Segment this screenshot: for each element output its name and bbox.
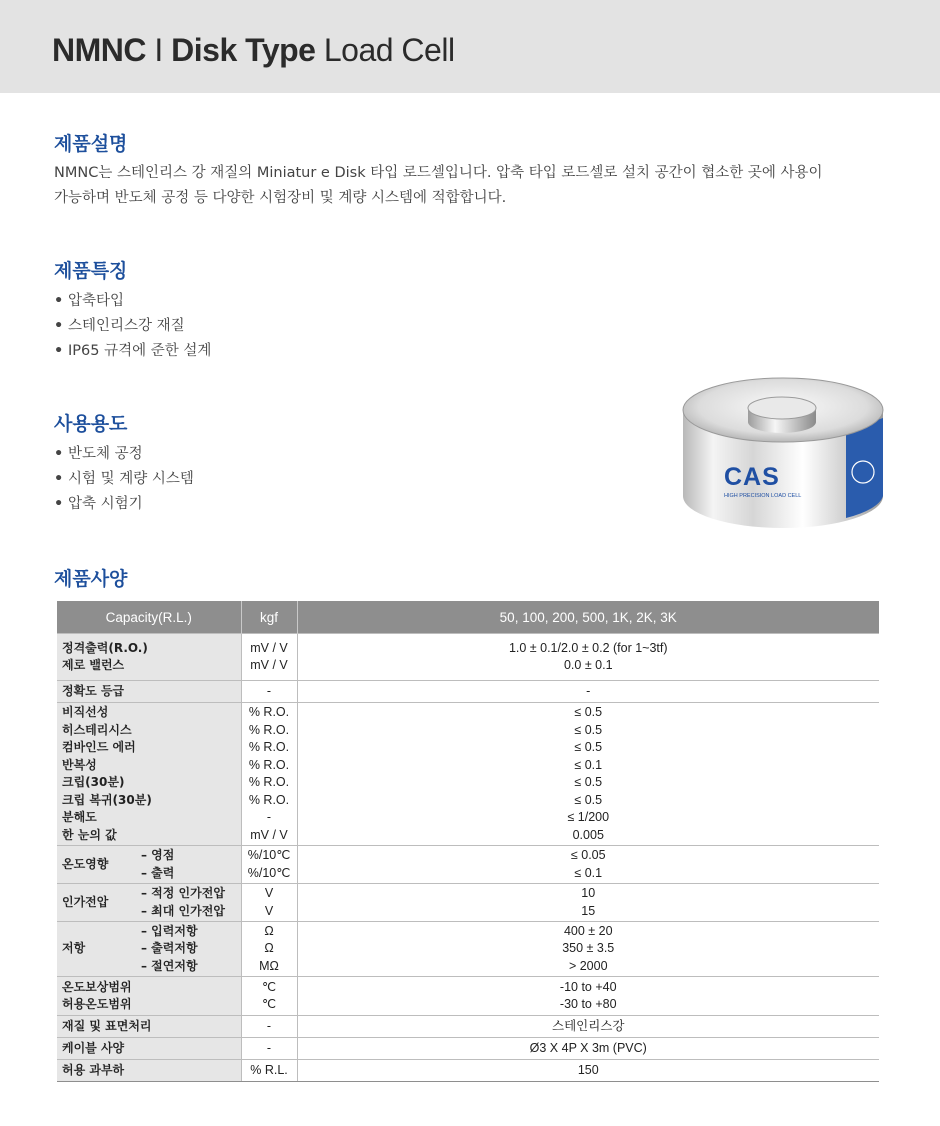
spec-table [57, 601, 879, 1082]
page-title [52, 31, 455, 69]
spec-header-row [57, 601, 879, 634]
usage-item: • 시험 및 계량 시스템 [54, 471, 194, 487]
table-row: 정확도 등급 - - [57, 681, 879, 703]
product-tagline: HIGH PRECISION LOAD CELL [724, 493, 802, 499]
table-row: 온도보상범위 허용온도범위 ℃ ℃ -10 to +40 -30 to +80 [57, 977, 879, 1016]
table-row: 저항 – 입력저항 – 출력저항 – 절연저항 Ω Ω MΩ 400 ± 20 350 ± 3.5 > 2000 [57, 922, 879, 977]
col-values: 50, 100, 200, 500, 1K, 2K, 3K [297, 601, 879, 634]
page-header [0, 0, 940, 93]
table-row: 허용 과부하 % R.L. 150 [57, 1060, 879, 1082]
table-row: 비직선성 히스테리시스 컴바인드 에러 반복성 크립(30분) 크립 복귀(30분) 분해도 한 눈의 값 % R.O. % R.O. % R.O. % R.O. % R.O. % R.O. - mV / V ≤ 0.5 ≤ 0.5 ≤ 0.5 ≤ 0.1 ≤ 0.5 ≤ 0.5 ≤ 1/200 0.005 [57, 703, 879, 846]
table-row: 온도영향 – 영점 – 출력 %/10℃ %/10℃ ≤ 0.05 ≤ 0.1 [57, 846, 879, 884]
product-brand: CAS [724, 463, 780, 491]
title-model: NMNC [52, 32, 146, 68]
features-heading: 제품특징 [54, 260, 128, 282]
col-unit: kgf [241, 601, 297, 634]
specs-heading: 제품사양 [54, 568, 128, 590]
usage-item: • 반도체 공정 [54, 446, 143, 462]
title-category: Load Cell [323, 32, 455, 68]
table-row: 케이블 사양 - Ø3 X 4P X 3m (PVC) [57, 1038, 879, 1060]
feature-item: • 압축타입 [54, 293, 125, 309]
description-line: NMNC는 스테인리스 강 재질의 Miniatur e Disk 타입 로드셀입니다. 압축 타입 로드셀로 설치 공간이 협소한 곳에 사용이 [54, 165, 823, 181]
description-heading: 제품설명 [54, 133, 128, 155]
usage-heading: 사용용도 [54, 413, 128, 435]
product-image [680, 368, 886, 532]
usage-item: • 압축 시험기 [54, 496, 143, 512]
features-list [54, 289, 211, 364]
table-row: 인가전압 – 적정 인가전압 – 최대 인가전압 V V 10 15 [57, 884, 879, 922]
table-row: 정격출력(R.O.) 제로 밸런스 mV / V mV / V 1.0 ± 0.1/2.0 ± 0.2 (for 1~3tf) 0.0 ± 0.1 [57, 634, 879, 681]
description-text [54, 161, 874, 211]
table-row: 재질 및 표면처리 - 스테인리스강 [57, 1016, 879, 1038]
feature-item: • IP65 규격에 준한 설계 [54, 343, 212, 359]
title-type: Disk Type [171, 32, 316, 68]
title-separator: I [154, 32, 163, 68]
feature-item: • 스테인리스강 재질 [54, 318, 185, 334]
usage-list [54, 442, 194, 517]
description-line: 가능하며 반도체 공정 등 다양한 시험장비 및 계량 시스템에 적합합니다. [54, 190, 507, 206]
col-capacity: Capacity(R.L.) [57, 601, 241, 634]
